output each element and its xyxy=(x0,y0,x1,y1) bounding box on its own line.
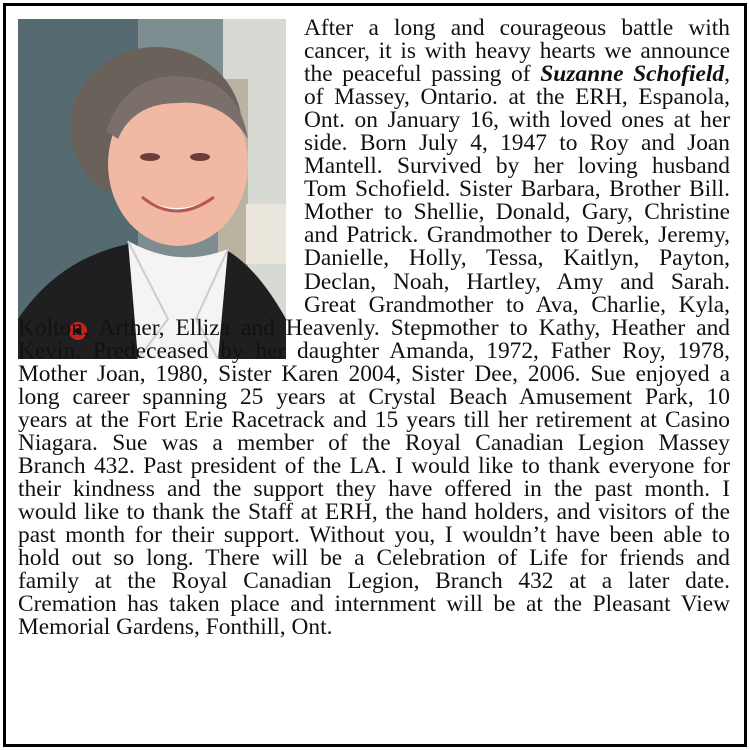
text-line: Cremation has taken place and internment will be at the Pleasant View xyxy=(18,591,730,618)
line-text-before-name: the peaceful passing of xyxy=(304,61,541,88)
text-line-last: Memorial Gardens, Fonthill, Ont. xyxy=(18,614,333,641)
text-line xyxy=(304,63,730,86)
text-line: long career spanning 25 years at Crystal Beach Amusement Park, 10 xyxy=(18,383,730,410)
text-line: Mantell. Survived by her loving husband xyxy=(304,153,730,180)
text-line: Kolton, Arther, Elliza and Heavenly. Stepmother to Kathy, Heather and xyxy=(18,314,730,341)
line-text-after-name: , xyxy=(724,61,730,88)
text-line: their kindness and the support they have offered in the past month. I xyxy=(18,475,730,502)
text-line: Mother Joan, 1980, Sister Karen 2004, Sister Dee, 2006. Sue enjoyed a xyxy=(18,360,730,387)
obituary-text xyxy=(18,17,730,639)
text-line: and Patrick. Grandmother to Derek, Jeremy, xyxy=(304,222,730,249)
text-line: Kevin. Predeceased by her daughter Amanda, 1972, Father Roy, 1978, xyxy=(18,337,730,364)
text-line: After a long and courageous battle with xyxy=(304,15,730,41)
text-line: Great Grandmother to Ava, Charlie, Kyla, xyxy=(304,291,730,318)
text-line: Branch 432. Past president of the LA. I would like to thank everyone for xyxy=(18,452,730,479)
text-line: years at the Fort Erie Racetrack and 15 years till her retirement at Casino xyxy=(18,406,730,433)
obituary-notice xyxy=(3,3,747,747)
text-line: cancer, it is with heavy hearts we announce xyxy=(304,38,730,65)
text-line: Tom Schofield. Sister Barbara, Brother Bill. xyxy=(304,176,730,203)
text-line: past month for their support. Without you, I wouldn’t have been able to xyxy=(18,522,730,549)
text-line: of Massey, Ontario. at the ERH, Espanola, xyxy=(304,84,730,111)
text-line: family at the Royal Canadian Legion, Branch 432 at a later date. xyxy=(18,568,730,595)
deceased-name: Suzanne Schofield xyxy=(540,61,725,88)
text-line: would like to thank the Staff at ERH, the hand holders, and visitors of the xyxy=(18,498,730,525)
text-line: Declan, Noah, Hartley, Amy and Sarah. xyxy=(304,268,730,295)
text-line: side. Born July 4, 1947 to Roy and Joan xyxy=(304,130,730,157)
text-line: Mother to Shellie, Donald, Gary, Christine xyxy=(304,199,730,226)
text-line: hold out so long. There will be a Celebration of Life for friends and xyxy=(18,545,730,572)
text-line: Ont. on January 16, with loved ones at her xyxy=(304,107,730,134)
text-line: Danielle, Holly, Tessa, Kaitlyn, Payton, xyxy=(304,245,730,272)
text-line: Niagara. Sue was a member of the Royal Canadian Legion Massey xyxy=(18,429,730,456)
